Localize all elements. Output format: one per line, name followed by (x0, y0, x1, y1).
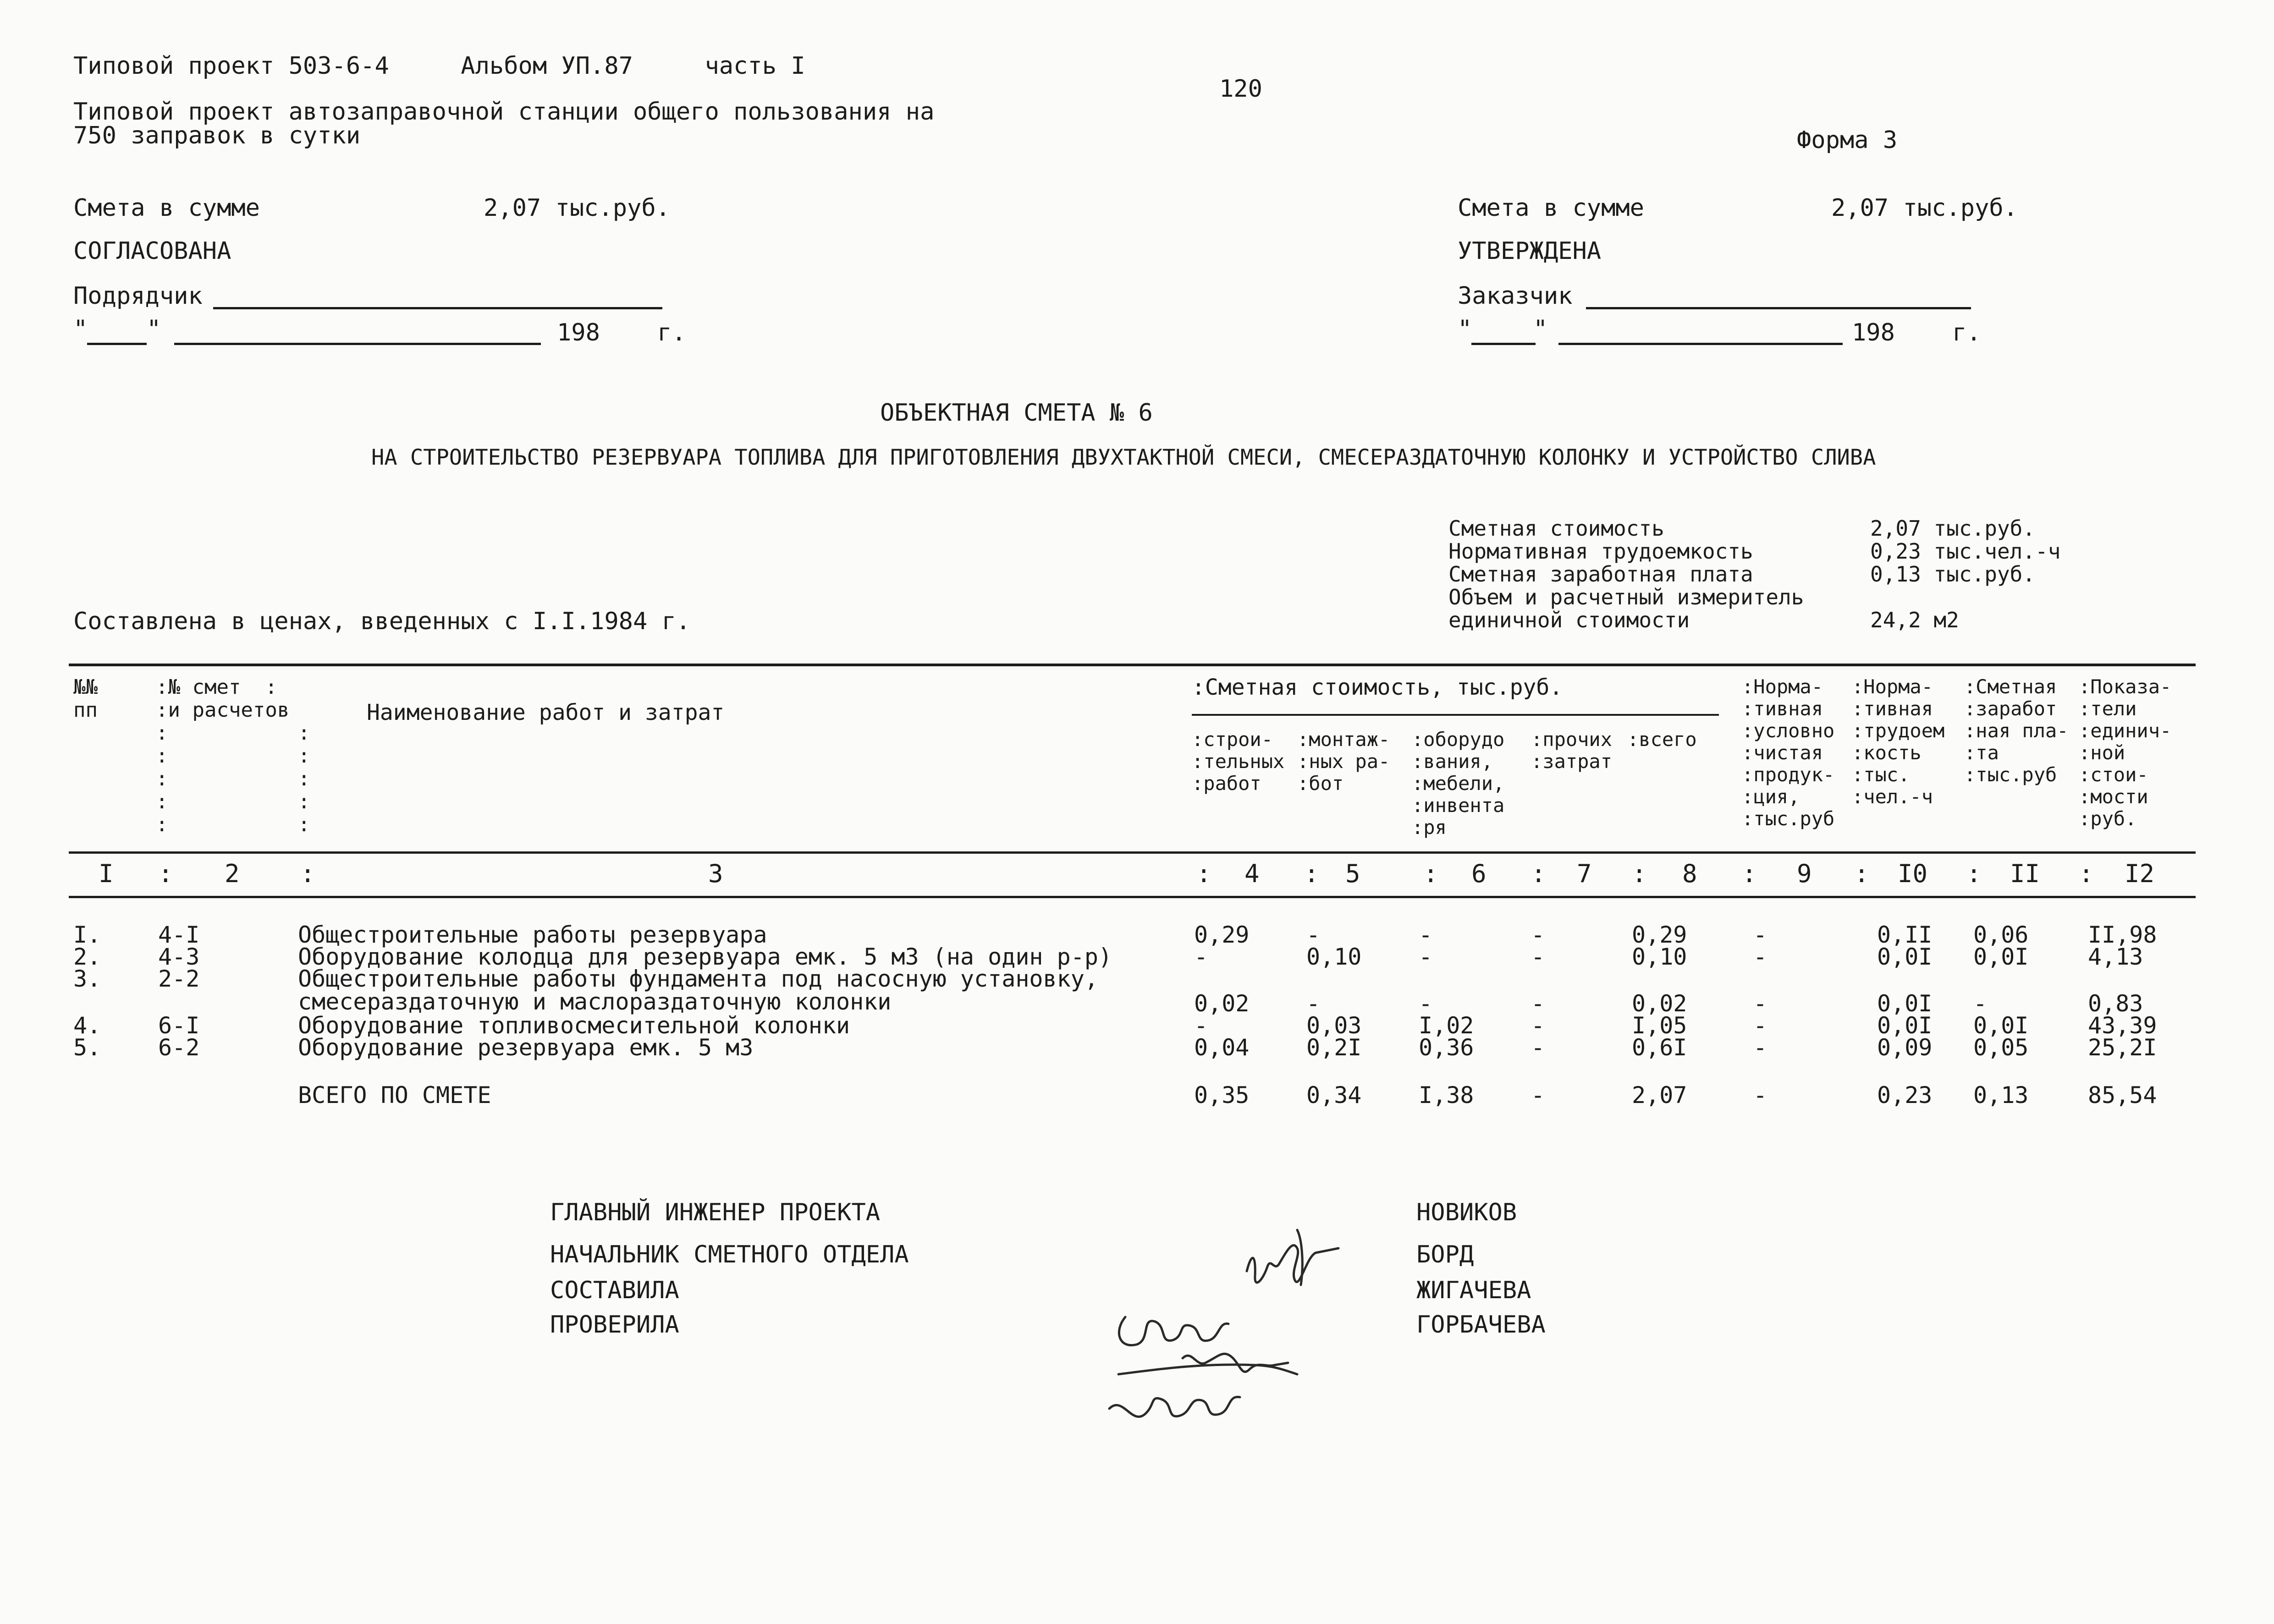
row-c9: - (1753, 944, 1767, 970)
column-separator: : (1196, 859, 1211, 888)
header-col-2: :№ смет : :и расчетов (156, 675, 290, 722)
signature-name: БОРД (1416, 1241, 1474, 1268)
row-c10: 0,0I (1877, 944, 1933, 970)
header-col-8: :всего (1627, 728, 1697, 751)
row-c11: 0,0I (1973, 944, 2029, 970)
sum-value: 2,07 тыс.руб. (1831, 194, 2018, 222)
estimate-title: ОБЪЕКТНАЯ СМЕТА № 6 (880, 399, 1153, 427)
column-number: I (99, 859, 114, 888)
row-name: Оборудование топливосмесительной колонки (298, 1012, 850, 1039)
row-c9: - (1753, 1034, 1767, 1061)
column-separator: : (1304, 859, 1319, 888)
row-c5: 0,2I (1306, 1034, 1362, 1061)
handwritten-signatures (1082, 1164, 1403, 1498)
row-c6: 0,36 (1419, 1034, 1474, 1061)
signature-role: СОСТАВИЛА (550, 1277, 679, 1304)
summary-value: 2,07 тыс.руб. (1870, 516, 2036, 541)
header-col-4: :строи- :тельных :работ (1192, 728, 1285, 795)
row-ref: 4-3 (158, 944, 200, 970)
signature-role: ГЛАВНЫЙ ИНЖЕНЕР ПРОЕКТА (550, 1199, 881, 1226)
row-ref: 6-I (158, 1012, 200, 1039)
header-col-7: :прочих :затрат (1531, 728, 1613, 773)
header-col-9: :Норма- :тивная :условно :чистая :продук- :ция, :тыс.руб (1742, 675, 1835, 830)
row-ref: 4-I (158, 922, 200, 948)
column-separator: : (300, 859, 315, 888)
column-number: I2 (2125, 859, 2155, 888)
row-c10: 0,II (1877, 922, 1933, 948)
signature-name: ЖИГАЧЕВА (1416, 1277, 1531, 1304)
row-c5: 0,10 (1306, 944, 1362, 970)
row-c6: - (1419, 944, 1433, 970)
approval-party: Подрядчик (73, 282, 203, 310)
column-separator: : (1966, 859, 1982, 888)
row-name: Общестроительные работы фундамента под насосную установку, (298, 966, 1098, 992)
date-quote-open: " (73, 315, 88, 343)
row-name: Общестроительные работы резервуара (298, 922, 767, 948)
column-number: 7 (1577, 859, 1592, 888)
total-c11: 0,13 (1973, 1082, 2029, 1108)
approval-status: СОГЛАСОВАНА (73, 237, 231, 265)
project-title-line-1: Типовой проект автозаправочной станции общего пользования на (73, 98, 935, 126)
column-number: 4 (1244, 859, 1260, 888)
row-c7: - (1531, 922, 1545, 948)
row-number: 5. (73, 1034, 101, 1061)
header-col-3: Наименование работ и затрат (367, 700, 725, 725)
summary-label: Сметная заработная плата (1448, 562, 1753, 587)
row-c8: 0,02 (1632, 990, 1687, 1017)
column-number: 8 (1682, 859, 1697, 888)
row-c8: 0,10 (1632, 944, 1687, 970)
row-c4: 0,29 (1194, 922, 1250, 948)
header-col-5: :монтаж- :ных ра- :бот (1297, 728, 1390, 795)
row-name-continued: смесераздаточную и маслораздаточную колонки (298, 988, 892, 1015)
date-quote-close: " (1533, 315, 1548, 343)
row-c10: 0,0I (1877, 990, 1933, 1017)
row-ref: 6-2 (158, 1034, 200, 1061)
column-number: 3 (708, 859, 723, 888)
column-number: 5 (1345, 859, 1360, 888)
signature-name: НОВИКОВ (1416, 1199, 1517, 1226)
row-c12: 4,13 (2088, 944, 2143, 970)
date-quote-close: " (147, 315, 161, 343)
prices-note: Составлена в ценах, введенных с I.I.1984 г. (73, 608, 691, 635)
col-2-colons: : : : : : (156, 721, 168, 836)
row-c7: - (1531, 944, 1545, 970)
row-number: 3. (73, 966, 101, 992)
row-number: I. (73, 922, 101, 948)
row-c7: - (1531, 990, 1545, 1017)
date-month-line (174, 343, 541, 345)
row-c4: 0,02 (1194, 990, 1250, 1017)
column-separator: : (1531, 859, 1546, 888)
signature-name: ГОРБАЧЕВА (1416, 1311, 1546, 1339)
row-number: 4. (73, 1012, 101, 1039)
row-c10: 0,09 (1877, 1034, 1933, 1061)
header-col-6: :оборудо :вания, :мебели, :инвента :ря (1412, 728, 1505, 839)
table-top-rule (69, 664, 2196, 666)
row-c7: - (1531, 1012, 1545, 1039)
row-c8: 0,6I (1632, 1034, 1687, 1061)
row-c12: 25,2I (2088, 1034, 2157, 1061)
column-separator: : (1854, 859, 1869, 888)
column-number: I0 (1898, 859, 1928, 888)
sum-value: 2,07 тыс.руб. (484, 194, 670, 222)
row-c4: 0,04 (1194, 1034, 1250, 1061)
date-month-line (1558, 343, 1843, 345)
row-c5: - (1306, 922, 1321, 948)
sum-label: Смета в сумме (73, 194, 260, 222)
row-ref: 2-2 (158, 966, 200, 992)
total-c12: 85,54 (2088, 1082, 2157, 1108)
cost-group-rule (1192, 714, 1719, 716)
numbers-bottom-rule (69, 896, 2196, 898)
row-c9: - (1753, 1012, 1767, 1039)
party-signature-line (213, 307, 662, 309)
total-c4: 0,35 (1194, 1082, 1250, 1108)
row-c10: 0,0I (1877, 1012, 1933, 1039)
row-c11: - (1973, 990, 1988, 1017)
row-number: 2. (73, 944, 101, 970)
row-c4: - (1194, 944, 1208, 970)
row-c11: 0,06 (1973, 922, 2029, 948)
signature-role: НАЧАЛЬНИК СМЕТНОГО ОТДЕЛА (550, 1241, 909, 1268)
row-c6: I,02 (1419, 1012, 1474, 1039)
project-line: Типовой проект 503-6-4 Альбом УП.87 часть I (73, 52, 805, 80)
row-c6: - (1419, 990, 1433, 1017)
column-separator: : (1742, 859, 1757, 888)
approval-party: Заказчик (1458, 282, 1573, 310)
summary-label: единичной стоимости (1448, 608, 1690, 632)
date-year: 198 г. (1852, 319, 1981, 346)
column-separator: : (1632, 859, 1647, 888)
total-c7: - (1531, 1082, 1545, 1108)
row-name: Оборудование колодца для резервуара емк. 5 м3 (на один р-р) (298, 944, 1112, 970)
row-c5: 0,03 (1306, 1012, 1362, 1039)
column-number: II (2010, 859, 2040, 888)
summary-label: Объем и расчетный измеритель (1448, 585, 1804, 609)
row-c12: 0,83 (2088, 990, 2143, 1017)
col-3-colons: : : : : : (298, 721, 310, 836)
page-number: 120 (1219, 75, 1262, 103)
header-bottom-rule (69, 851, 2196, 854)
date-year: 198 г. (557, 319, 686, 346)
row-c4: - (1194, 1012, 1208, 1039)
sum-label: Смета в сумме (1458, 194, 1644, 222)
estimate-subtitle: НА СТРОИТЕЛЬСТВО РЕЗЕРВУАРА ТОПЛИВА ДЛЯ ПРИГОТОВЛЕНИЯ ДВУХТАКТНОЙ СМЕСИ, СМЕСЕРАЗДАТОЧНУЮ КОЛОНКУ И УСТРОЙСТВО СЛИВА (371, 445, 1876, 470)
header-col-12: :Показа- :тели :единич- :ной :стои- :мости :руб. (2079, 675, 2172, 830)
row-c12: 43,39 (2088, 1012, 2157, 1039)
approval-status: УТВЕРЖДЕНА (1458, 237, 1602, 265)
total-label: ВСЕГО ПО СМЕТЕ (298, 1082, 491, 1108)
date-day-line (1471, 343, 1536, 345)
header-col-11: :Сметная :заработ :ная пла- :та :тыс.руб (1964, 675, 2069, 786)
total-c5: 0,34 (1306, 1082, 1362, 1108)
party-signature-line (1586, 307, 1971, 309)
row-c12: II,98 (2088, 922, 2157, 948)
project-title-line-2: 750 заправок в сутки (73, 122, 361, 149)
total-c10: 0,23 (1877, 1082, 1933, 1108)
summary-value: 24,2 м2 (1870, 608, 1959, 632)
date-quote-open: " (1458, 315, 1472, 343)
form-label: Форма 3 (1797, 126, 1898, 154)
summary-value: 0,23 тыс.чел.-ч (1870, 539, 2061, 564)
column-number: 2 (225, 859, 240, 888)
column-number: 6 (1471, 859, 1487, 888)
header-cost-group: :Сметная стоимость, тыс.руб. (1192, 675, 1563, 700)
date-day-line (87, 343, 147, 345)
summary-value: 0,13 тыс.руб. (1870, 562, 2036, 587)
row-c7: - (1531, 1034, 1545, 1061)
column-number: 9 (1797, 859, 1812, 888)
signature-role: ПРОВЕРИЛА (550, 1311, 679, 1339)
total-c6: I,38 (1419, 1082, 1474, 1108)
summary-label: Сметная стоимость (1448, 516, 1664, 541)
column-separator: : (158, 859, 173, 888)
row-c9: - (1753, 990, 1767, 1017)
column-separator: : (2079, 859, 2094, 888)
row-name: Оборудование резервуара емк. 5 м3 (298, 1034, 754, 1061)
column-separator: : (1423, 859, 1438, 888)
total-c9: - (1753, 1082, 1767, 1108)
header-col-1: №№ пп (73, 675, 98, 722)
row-c6: - (1419, 922, 1433, 948)
row-c11: 0,05 (1973, 1034, 2029, 1061)
row-c9: - (1753, 922, 1767, 948)
total-c8: 2,07 (1632, 1082, 1687, 1108)
header-col-10: :Норма- :тивная :трудоем :кость :тыс. :чел.-ч (1852, 675, 1945, 808)
row-c5: - (1306, 990, 1321, 1017)
row-c11: 0,0I (1973, 1012, 2029, 1039)
row-c8: I,05 (1632, 1012, 1687, 1039)
row-c8: 0,29 (1632, 922, 1687, 948)
summary-label: Нормативная трудоемкость (1448, 539, 1753, 564)
